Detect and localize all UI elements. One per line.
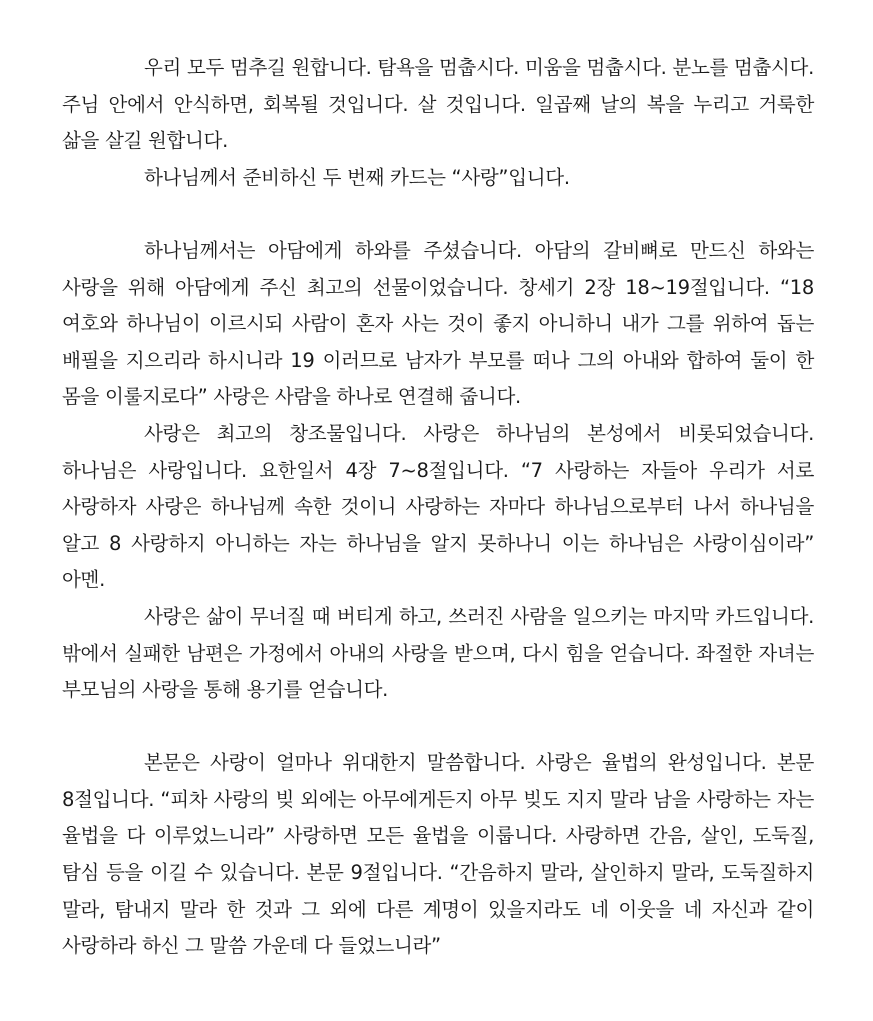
paragraph-love-last-card: 사랑은 삶이 무너질 때 버티게 하고, 쓰러진 사람을 일으키는 마지막 카드입니다. 밖에서 실패한 남편은 가정에서 아내의 사랑을 받으며, 다시 힘을 얻습니다. 좌절한 자녀는 부모님의 사랑을 통해 용기를 얻습니다. — [62, 604, 814, 702]
paragraph-spacer — [62, 709, 814, 746]
paragraph-adam-eve: 하나님께서는 아담에게 하와를 주셨습니다. 아담의 갈비뼈로 만드신 하와는 사랑을 위해 아담에게 주신 최고의 선물이었습니다. 창세기 2장 18~19절입니다. “18 여호와 하나님이 이르시되 사람이 혼자 사는 것이 좋지 아니하니 내가 그를 위하여 돕는 배필을 지으리라 하시니라 19 이러므로 남자가 부모를 떠나 그의 아내와 합하여 둘이 한 몸을 이룰지로다” 사랑은 사람을 하나로 연결해 줍니다. — [62, 238, 815, 409]
paragraph-love-creation: 사랑은 최고의 창조물입니다. 사랑은 하나님의 본성에서 비롯되었습니다. 하나님은 사랑입니다. 요한일서 4장 7~8절입니다. “7 사랑하는 자들아 우리가 서로 사랑하자 사랑은 하나님께 속한 것이니 사랑하는 자마다 하나님으로부터 나서 하나님을 알고 8 사랑하지 아니하는 자는 하나님을 알지 못하나니 이는 하나님은 사랑이심이라” 아멘. — [62, 421, 814, 592]
paragraph-rest-blessing: 우리 모두 멈추길 원합니다. 탐욕을 멈춥시다. 미움을 멈춥시다. 분노를 멈춥시다. 주님 안에서 안식하면, 회복될 것입니다. 살 것입니다. 일곱째 날의 복을 누리고 거룩한 삶을 살길 원합니다. — [62, 56, 814, 153]
paragraph-spacer — [62, 196, 814, 233]
document-page — [62, 50, 814, 965]
paragraph-love-fulfills-law: 본문은 사랑이 얼마나 위대한지 말씀합니다. 사랑은 율법의 완성입니다. 본문 8절입니다. “피차 사랑의 빚 외에는 아무에게든지 아무 빚도 지지 말라 남을 사랑하는 자는 율법을 다 이루었느니라” 사랑하면 모든 율법을 이룹니다. 사랑하면 간음, 살인, 도둑질, 탐심 등을 이길 수 있습니다. 본문 9절입니다. “간음하지 말라, 살인하지 말라, 도둑질하지 말라, 탐내지 말라 한 것과 그 외에 다른 계명이 있을지라도 네 이웃을 네 자신과 같이 사랑하라 하신 그 말씀 가운데 다 들었느니라” — [62, 751, 814, 958]
paragraph-second-card-love: 하나님께서 준비하신 두 번째 카드는 “사랑”입니다. — [144, 165, 570, 189]
